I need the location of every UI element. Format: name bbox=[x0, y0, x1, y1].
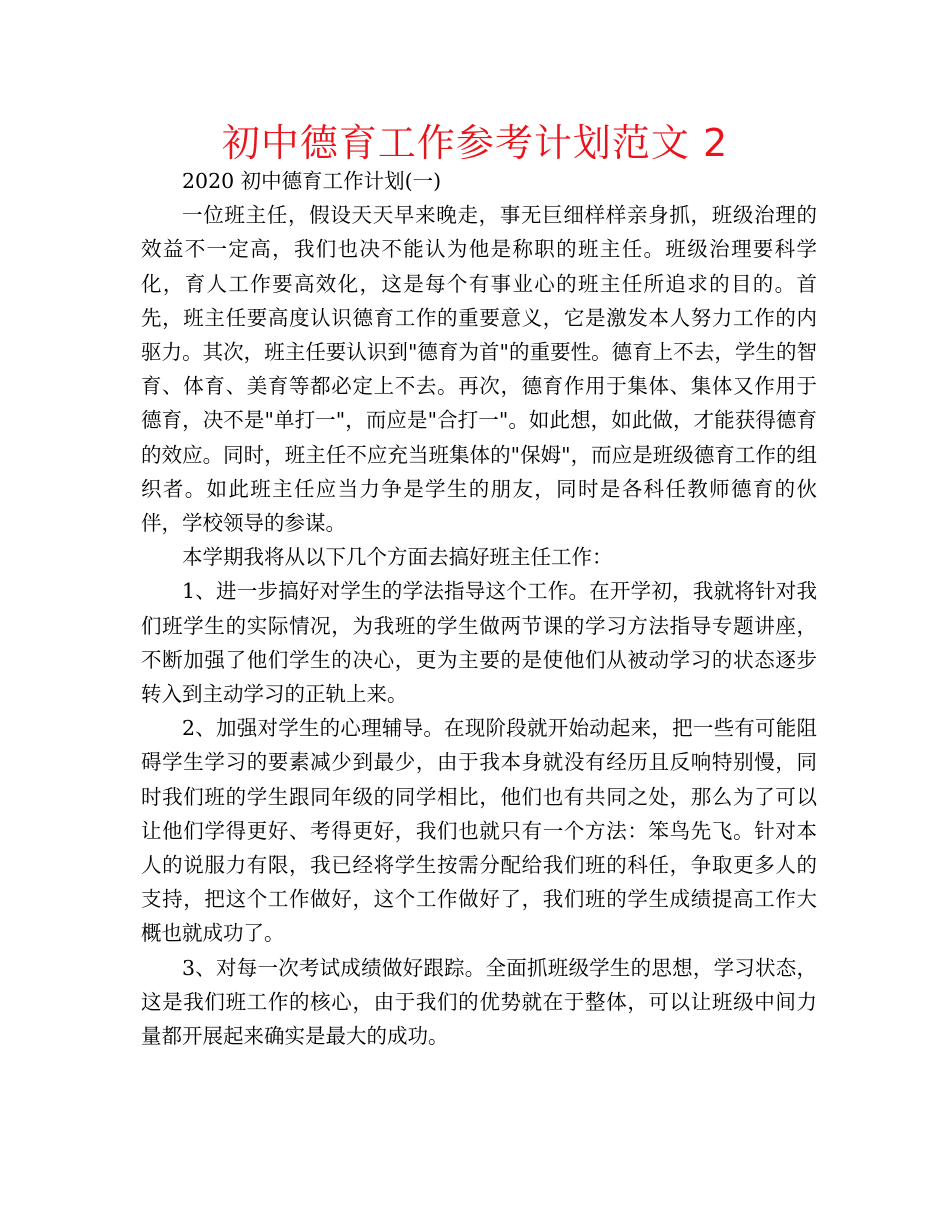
document-title: 初中德育工作参考计划范文 2 bbox=[221, 121, 729, 165]
document-subtitle: 2020 初中德育工作计划(一) bbox=[182, 169, 442, 193]
paragraph-item-3: 3、对每一次考试成绩做好跟踪。全面抓班级学生的思想，学习状态，这是我们班工作的核心，由于我们的优势就在于整体，可以让班级中间力量都开展起来确实是最大的成功。 bbox=[141, 955, 817, 1049]
paragraph-item-1: 1、进一步搞好对学生的学法指导这个工作。在开学初，我就将针对我们班学生的实际情况，为我班的学生做两节课的学习方法指导专题讲座，不断加强了他们学生的决心，更为主要的是使他们从被动学习的状态逐步转入到主动学习的正轨上来。 bbox=[141, 579, 817, 707]
paragraph-intro: 一位班主任，假设天天早来晚走，事无巨细样样亲身抓，班级治理的效益不一定高，我们也决不能认为他是称职的班主任。班级治理要科学化，育人工作要高效化，这是每个有事业心的班主任所追求的目的。首先，班主任要高度认识德育工作的重要意义，它是激发本人努力工作的内驱力。其次，班主任要认识到"德育为首"的重要性。德育上不去，学生的智育、体育、美育等都必定上不去。再次，德育作用于集体、集体又作用于德育，决不是"单打一"，而应是"合打一"。如此想，如此做，才能获得德育的效应。同时，班主任不应充当班集体的"保姆"，而应是班级德育工作的组织者。如此班主任应当力争是学生的朋友，同时是各科任教师德育的伙伴，学校领导的参谋。 bbox=[141, 203, 817, 536]
paragraph-plan-lead: 本学期我将从以下几个方面去搞好班主任工作： bbox=[182, 545, 613, 570]
document-body bbox=[141, 164, 817, 1053]
paragraph-item-2: 2、加强对学生的心理辅导。在现阶段就开始动起来，把一些有可能阻碍学生学习的要素减少到最少，由于我本身就没有经历且反响特别慢，同时我们班的学生跟同年级的同学相比，他们也有共同之处，那么为了可以让他们学得更好、考得更好，我们也就只有一个方法：笨鸟先飞。针对本人的说服力有限，我已经将学生按需分配给我们班的科任，争取更多人的支持，把这个工作做好，这个工作做好了，我们班的学生成绩提高工作大概也就成功了。 bbox=[141, 716, 817, 946]
